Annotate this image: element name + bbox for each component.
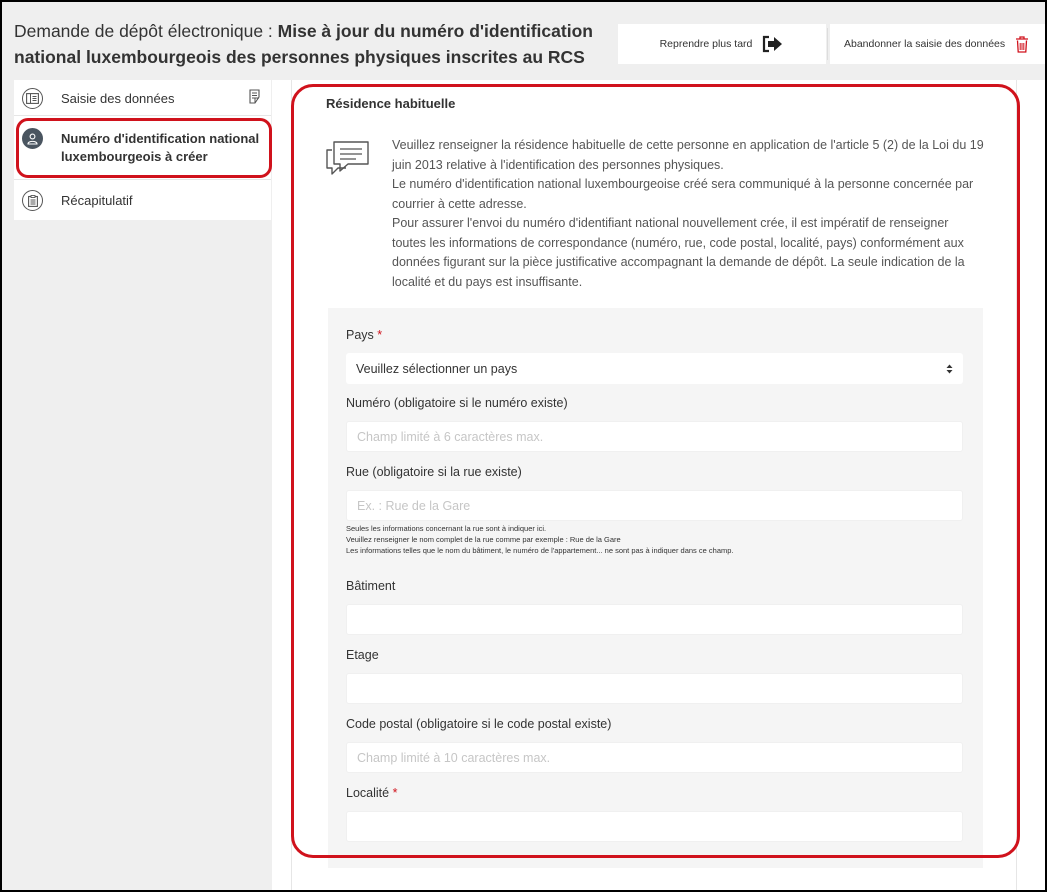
localite-label-text: Localité [346, 786, 390, 800]
batiment-input[interactable] [346, 604, 963, 635]
resume-later-label: Reprendre plus tard [659, 38, 753, 50]
address-form [328, 308, 983, 868]
rue-input[interactable] [346, 490, 963, 521]
rue-hint-line: Seules les informations concernant la rue sont à indiquer ici. [346, 524, 547, 533]
rue-hint [346, 523, 734, 556]
chat-message-icon [324, 138, 372, 183]
sidebar-item-saisie[interactable] [14, 80, 271, 116]
etage-input[interactable] [346, 673, 963, 704]
sidebar-item-label: Saisie des données [61, 91, 175, 106]
required-mark: * [377, 328, 383, 342]
document-edit-icon [249, 89, 261, 107]
pays-label-text: Pays [346, 328, 374, 342]
info-text [392, 136, 984, 292]
header-separator [827, 28, 828, 60]
batiment-label: Bâtiment [346, 579, 396, 593]
person-icon [22, 128, 43, 149]
form-icon [22, 88, 43, 109]
page-title [14, 18, 614, 70]
exit-arrow-icon [762, 35, 784, 53]
rue-hint-line: Veuillez renseigner le nom complet de la rue comme par exemple : Rue de la Gare [346, 535, 621, 544]
section-title: Résidence habituelle [326, 96, 456, 111]
title-prefix: Demande de dépôt électronique : [14, 21, 278, 41]
title-bold: Mise à jour du numéro d'identification national luxembourgeois des personnes physiques inscrites au RCS [14, 21, 593, 67]
code-postal-input[interactable] [346, 742, 963, 773]
rue-hint-line: Les informations telles que le nom du bâtiment, le numéro de l'appartement... ne sont pas à indiquer dans ce champ. [346, 546, 734, 555]
sidebar-item-label: Numéro d'identification national luxembourgeois à créer [61, 131, 260, 164]
abandon-label: Abandonner la saisie des données [844, 38, 1006, 50]
trash-icon [1015, 36, 1029, 53]
pays-select[interactable] [346, 353, 963, 384]
code-postal-label: Code postal (obligatoire si le code postal existe) [346, 717, 612, 731]
rue-label: Rue (obligatoire si la rue existe) [346, 465, 522, 479]
pays-label [346, 328, 382, 342]
numero-input[interactable] [346, 421, 963, 452]
abandon-button[interactable] [830, 24, 1045, 64]
info-paragraph: Veuillez renseigner la résidence habituelle de cette personne en application de l'article 5 (2) de la Loi du 19 juin 2013 relative à l'identification des personnes physiques. Le numéro d'identification national luxembourgeoise créé sera communiqué à la personne concernée par courrier à cette adresse. Pour assurer l'envoi du numéro d'identifiant national nouvellement crée, il est impératif de renseigner toutes les informations de correspondance (numéro, rue, code postal, localité, pays) conformément aux données figurant sur la pièce justificative accompagnant la demande de dépôt. La seule indication de la localité et du pays est insuffisante. [392, 138, 984, 289]
localite-label [346, 786, 397, 800]
sidebar-item-numero[interactable] [14, 116, 271, 180]
sidebar-item-recapitulatif[interactable] [14, 180, 271, 220]
header [2, 2, 1045, 78]
clipboard-icon [22, 190, 43, 211]
sidebar [14, 80, 271, 220]
pays-select-value: Veuillez sélectionner un pays [356, 361, 518, 376]
app-frame [2, 2, 1045, 890]
sort-arrows-icon [946, 364, 953, 374]
numero-label: Numéro (obligatoire si le numéro existe) [346, 396, 568, 410]
main-panel [272, 80, 1045, 890]
sidebar-item-label: Récapitulatif [61, 193, 133, 208]
localite-input[interactable] [346, 811, 963, 842]
etage-label: Etage [346, 648, 379, 662]
resume-later-button[interactable] [618, 24, 826, 64]
required-mark: * [392, 786, 398, 800]
